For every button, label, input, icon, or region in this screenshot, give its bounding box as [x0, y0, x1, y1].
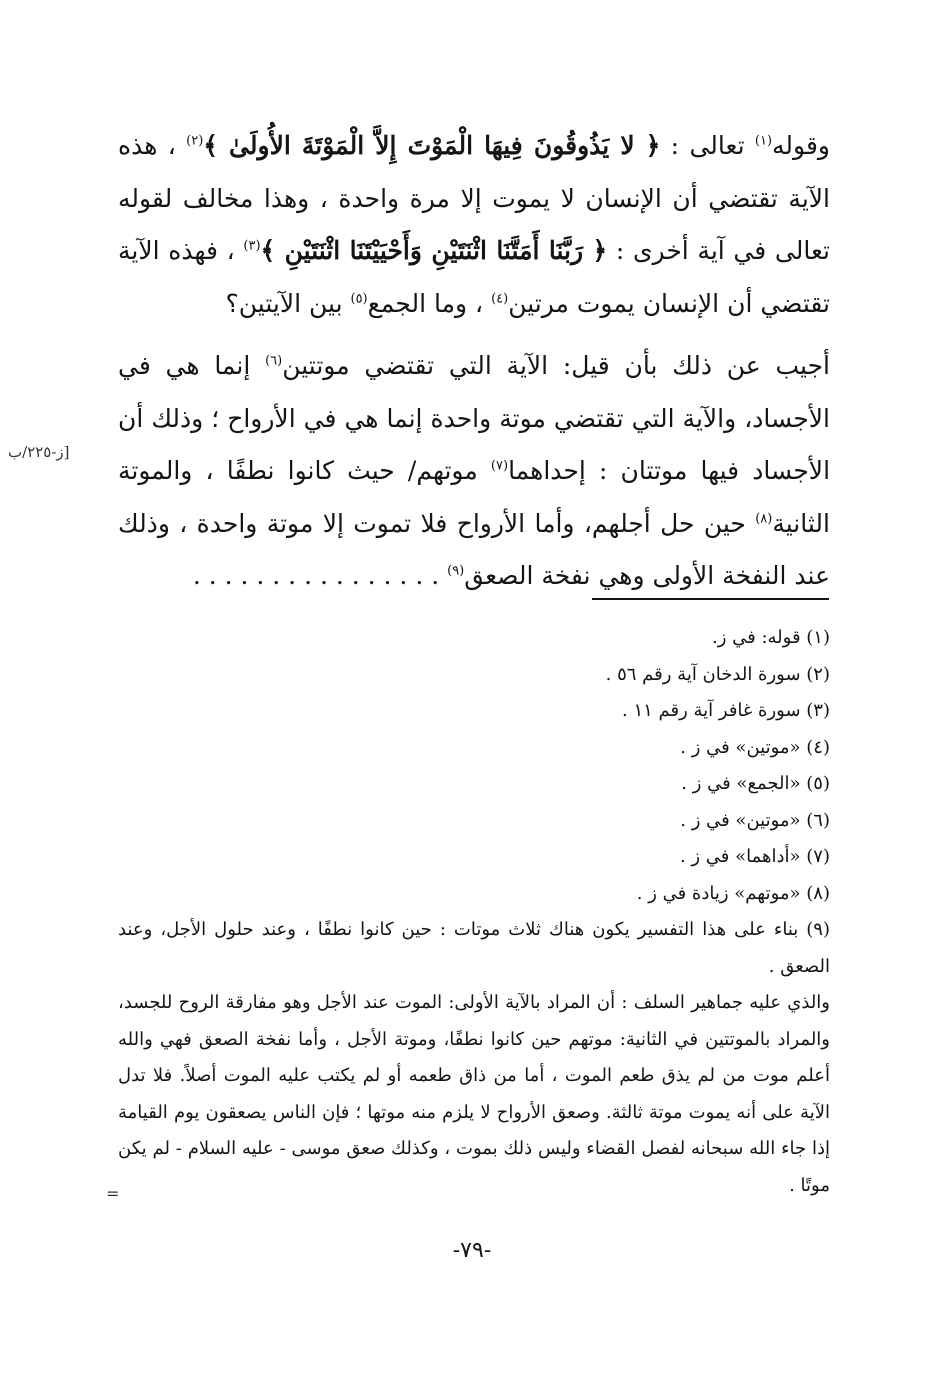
quran-quote: ﴿ رَبَّنَا أَمَتَّنَا اثْنَتَيْنِ وَأَحْيَيْتَنَا اثْنَتَيْنِ ﴾ — [260, 236, 608, 265]
footnote-2: (٢) سورة الدخان آية رقم ٥٦ . — [605, 663, 830, 685]
paragraph-question — [118, 120, 830, 330]
footnote-ref-2[interactable]: (٢) — [186, 133, 204, 149]
text-run: أجيب عن ذلك بأن قيل: الآية التي تقتضي موتتين — [282, 351, 830, 380]
main-text — [118, 120, 830, 603]
continuation-mark: = — [106, 1184, 120, 1203]
footnote-separator — [592, 598, 829, 600]
text-run: وقوله — [772, 131, 830, 160]
footnote-ref-3[interactable]: (٣) — [243, 238, 261, 254]
manuscript-margin-note: [ز-٢٢٥/ب — [8, 443, 70, 461]
dot-leader: . . . . . . . . . . . . . . . . — [192, 561, 448, 590]
text-run: ، فهذه الآية تقتضي أن الإنسان يموت مرتين — [118, 236, 830, 318]
footnote-9: (٩) بناء على هذا التفسير يكون هناك ثلاث موتات : حين كانوا نطفًا ، وعند حلول الأجل، وعند الصعق . — [118, 919, 830, 977]
text-run: موتهم/ حيث كانوا نطفًا ، والموتة الثانية — [118, 456, 830, 538]
footnote-ref-6[interactable]: (٦) — [265, 353, 283, 369]
footnote-4: (٤) «موتين» في ز . — [680, 736, 830, 758]
text-run: تعالى : — [660, 131, 755, 160]
footnote-1: (١) قوله: في ز. — [711, 627, 830, 648]
quran-quote: ﴿ لا يَذُوقُونَ فِيهَا الْمَوْتَ إِلاَّ الْمَوْتَةَ الأُولَىٰ ﴾ — [203, 131, 661, 160]
footnote-5: (٥) «الجمع» في ز . — [681, 773, 830, 794]
footnote-7: (٧) «أداهما» في ز . — [679, 846, 830, 867]
footnote-3: (٣) سورة غافر آية رقم ١١ . — [621, 700, 830, 721]
footnote-9-continuation: والذي عليه جماهير السلف : أن المراد بالآية الأولى: الموت عند الأجل وهو مفارقة الروح للجسد، والمراد بالموتتين في الثانية: موتهم حين كانوا نطفًا، وموتة الأجل ، وأما نفخة الصعق فهي والله أعلم موت من لم يذق طعم الموت ، أما من ذاق طعمه أو لم يكتب عليه الموت أصلاً. فلا تدل الآية على أنه يموت موتة ثالثة. وصعق الأرواح لا يلزم منه موتها ؛ فإن الناس يصعقون يوم القيامة إذا جاء الله سبحانه لفصل القضاء وليس ذلك بموت ، وكذلك صعق موسى - عليه السلام - لم يكن موتًا . — [118, 992, 830, 1196]
footnote-ref-1[interactable]: (١) — [754, 133, 773, 149]
footnote-ref-7[interactable]: (٧) — [490, 458, 509, 474]
text-run: بين الآيتين؟ — [225, 288, 351, 318]
text-run: إنما هي في الأجساد، والآية التي تقتضي موتة واحدة إنما هي في الأرواح ؛ وذلك أن الأجساد فيها موتتان : إحداهما — [118, 351, 831, 485]
footnotes — [118, 620, 830, 1204]
footnote-ref-4[interactable]: (٤) — [491, 291, 509, 307]
footnote-ref-5[interactable]: (٥) — [350, 291, 368, 307]
page-number: -٧٩- — [452, 1238, 492, 1263]
text-run: ، وما الجمع — [367, 288, 492, 318]
text-run: ، هذه الآية تقتضي أن الإنسان لا يموت إلا مرة واحدة ، وهذا مخالف لقوله تعالى في آية أخرى : — [118, 131, 830, 265]
paragraph-answer — [118, 340, 830, 603]
footnote-ref-8[interactable]: (٨) — [755, 511, 773, 527]
text-run: حين حل أجلهم، وأما الأرواح فلا تموت إلا موتة واحدة ، وذلك عند النفخة الأولى وهي نفخة الصعق — [118, 508, 830, 590]
footnote-ref-9[interactable]: (٩) — [447, 563, 465, 579]
footnote-8: (٨) «موتهم» زيادة في ز . — [636, 882, 830, 904]
footnote-6: (٦) «موتين» في ز . — [680, 809, 830, 831]
